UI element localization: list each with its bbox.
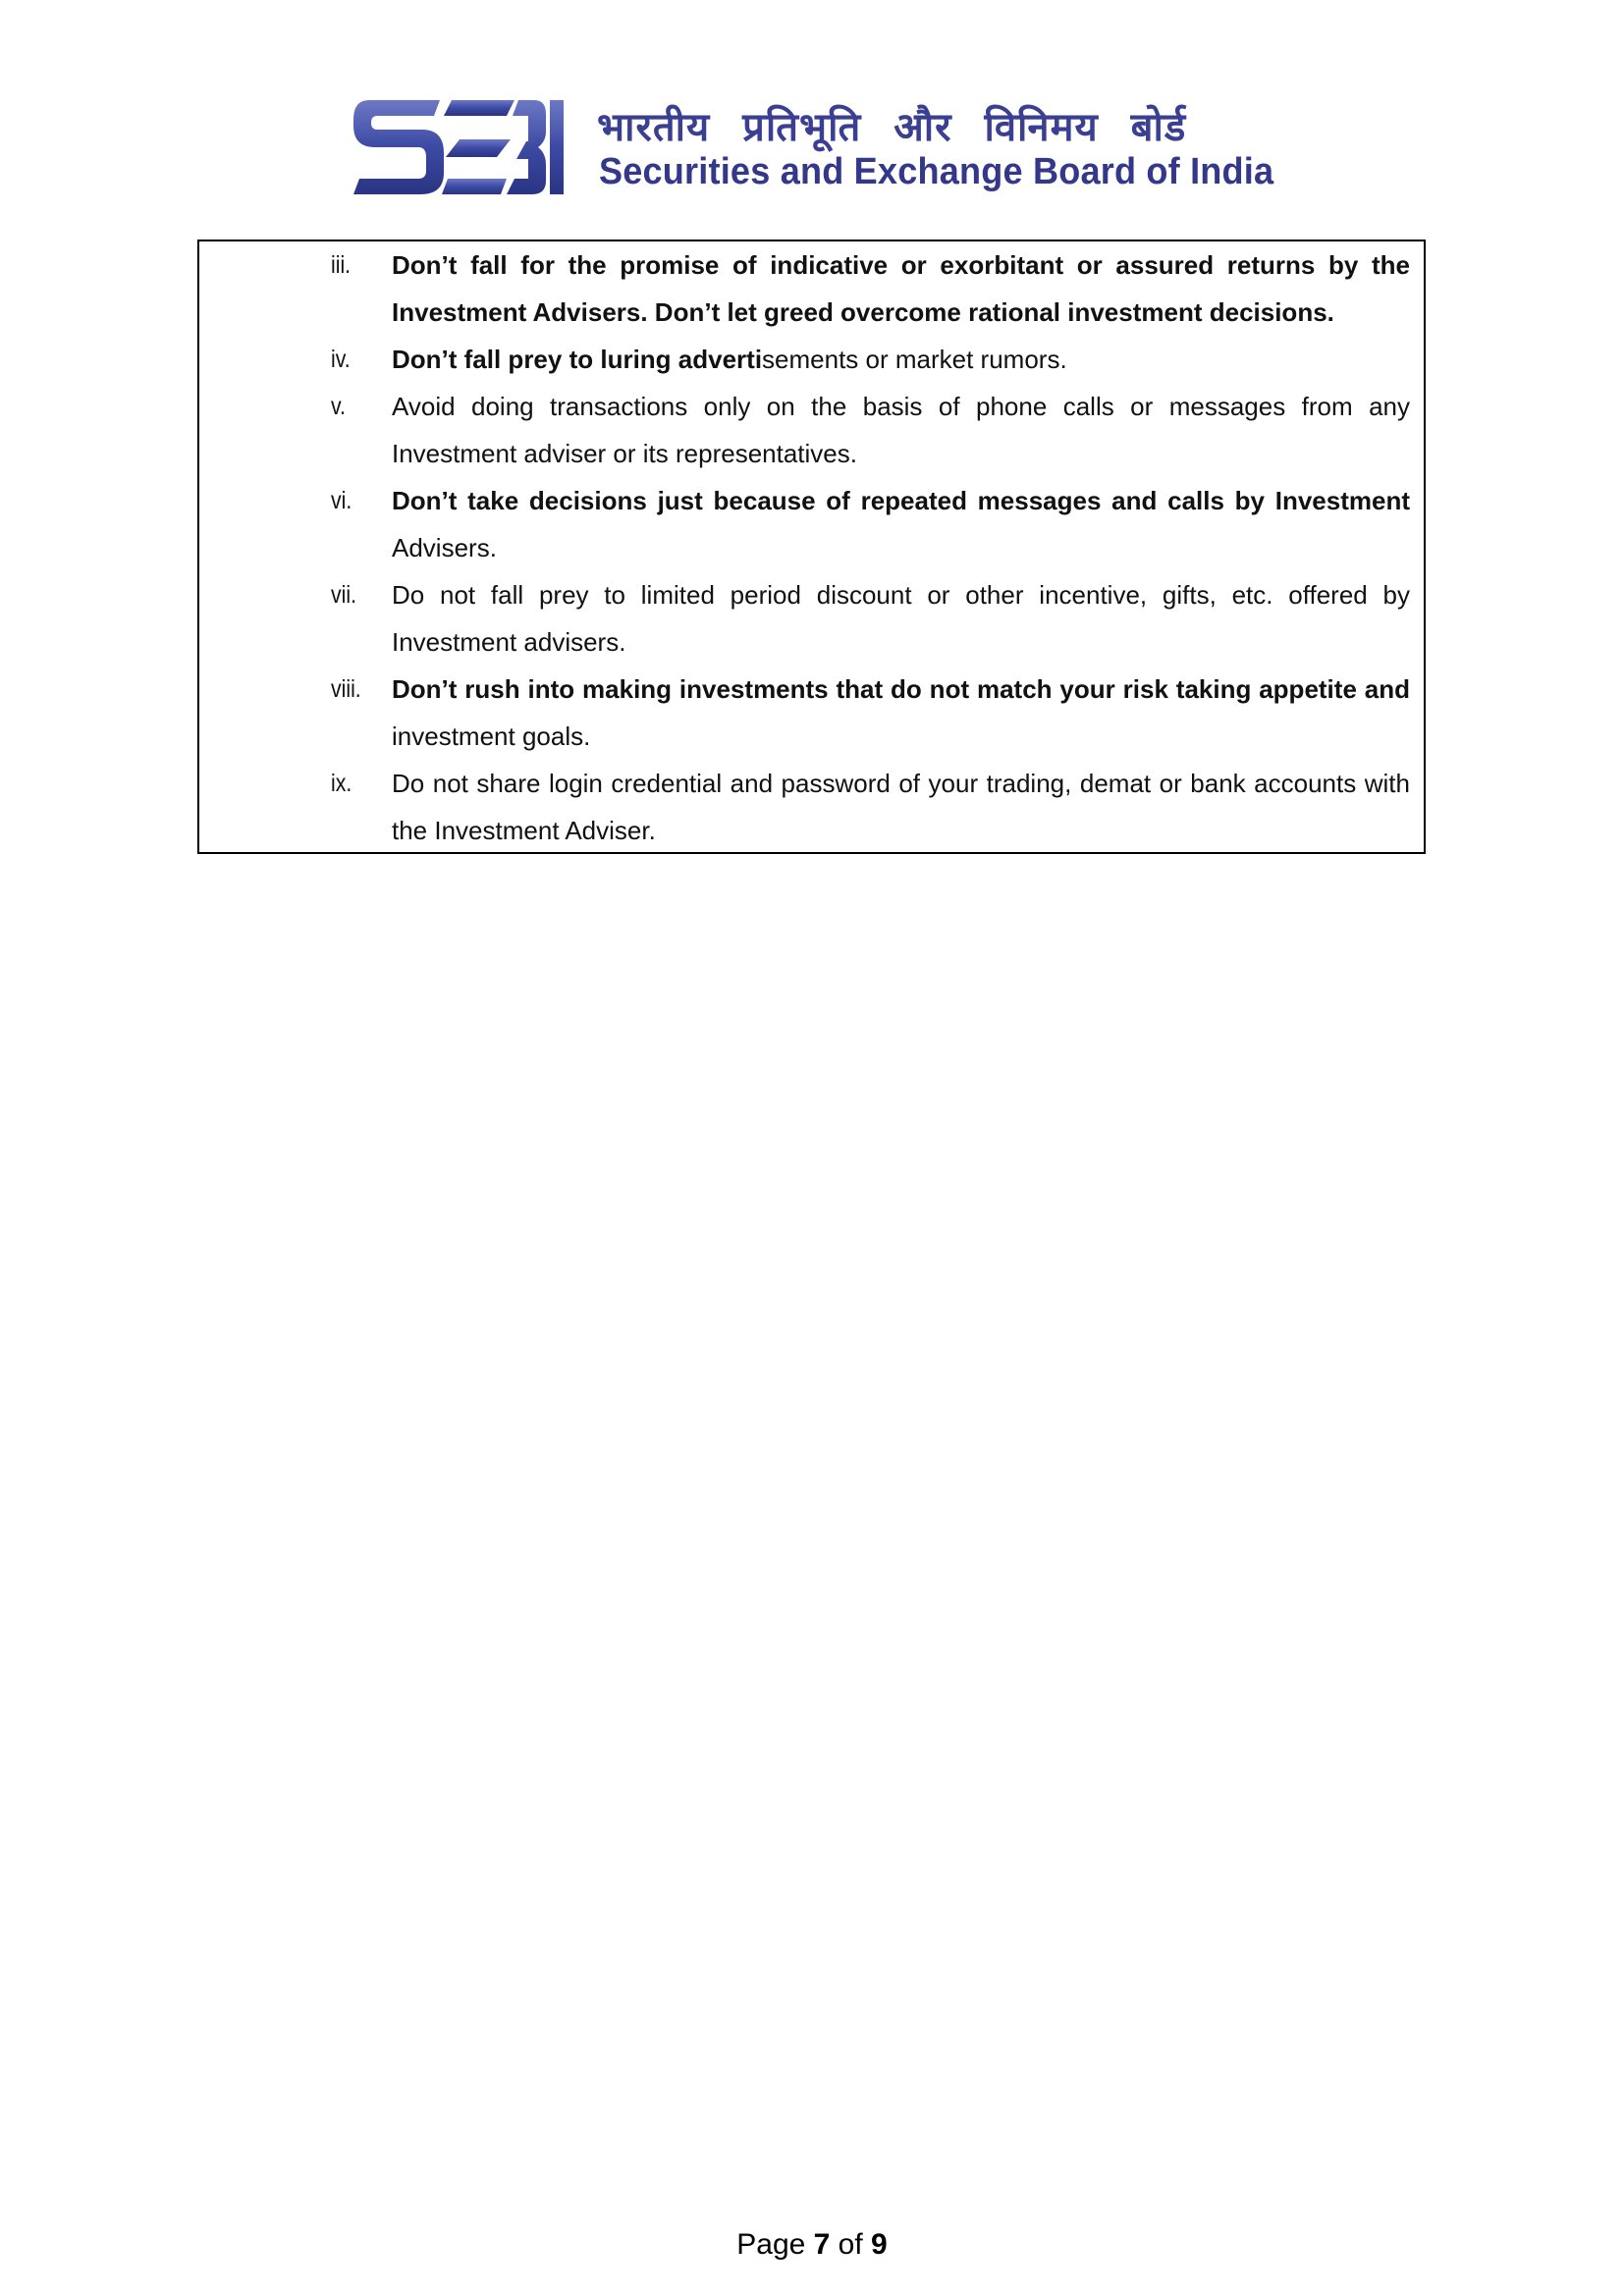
header-title-hindi: भारतीय प्रतिभूति और विनिमय बोर्ड <box>597 105 1187 150</box>
list-item-normal-text: investment goals. <box>392 721 591 751</box>
list-item <box>199 336 1424 383</box>
list-item-bold-text: Don’t take decisions just because of repeated messages and calls by Investment <box>392 486 1410 515</box>
list-item <box>199 760 1424 854</box>
advisory-list <box>199 241 1424 854</box>
list-item-text <box>392 666 1410 760</box>
sebi-logo-icon <box>350 96 566 198</box>
page-label: Page <box>736 2228 814 2261</box>
page-separator: of <box>830 2228 872 2261</box>
list-item-normal-text: Do not share login credential and password of your trading, demat or bank accounts with the Investment Adviser. <box>392 769 1410 845</box>
page-footer <box>0 2228 1624 2262</box>
list-item <box>199 383 1424 477</box>
list-item-text <box>392 571 1410 666</box>
page-header <box>350 94 1292 202</box>
list-item-text <box>392 477 1410 571</box>
list-item-normal-text: Avoid doing transactions only on the basis of phone calls or messages from any Investment adviser or its representatives. <box>392 392 1410 468</box>
current-page-number: 7 <box>813 2228 831 2261</box>
list-numeral: v. <box>331 393 346 420</box>
list-numeral: ix. <box>331 770 352 797</box>
list-item-bold-text: Don’t rush into making investments that do not match your risk taking appetite and <box>392 674 1410 704</box>
list-numeral: vii. <box>331 581 356 609</box>
list-item-text <box>392 241 1410 336</box>
list-numeral: iii. <box>331 251 352 279</box>
list-item-text <box>392 336 1410 383</box>
advisory-box <box>197 240 1426 854</box>
list-item <box>199 666 1424 760</box>
list-numeral: viii. <box>331 675 361 703</box>
list-item <box>199 477 1424 571</box>
list-numeral: iv. <box>331 346 351 373</box>
list-item-bold-text: Don’t fall for the promise of indicative or exorbitant or assured returns by the Investment Advisers. Don’t let greed overcome rational investment decisions. <box>392 250 1410 327</box>
list-item-normal-text: Do not fall prey to limited period discount or other incentive, gifts, etc. offered by Investment advisers. <box>392 580 1410 657</box>
list-item <box>199 241 1424 336</box>
list-item-normal-text: sements or market rumors. <box>762 345 1067 374</box>
list-item-text <box>392 383 1410 477</box>
header-title-english: Securities and Exchange Board of India <box>599 151 1274 192</box>
list-item-normal-text: Advisers. <box>392 533 497 562</box>
total-page-count: 9 <box>871 2228 888 2261</box>
list-item-bold-text: Don’t fall prey to luring adverti <box>392 345 763 374</box>
list-numeral: vi. <box>331 487 352 514</box>
list-item-text <box>392 760 1410 854</box>
list-item <box>199 571 1424 666</box>
